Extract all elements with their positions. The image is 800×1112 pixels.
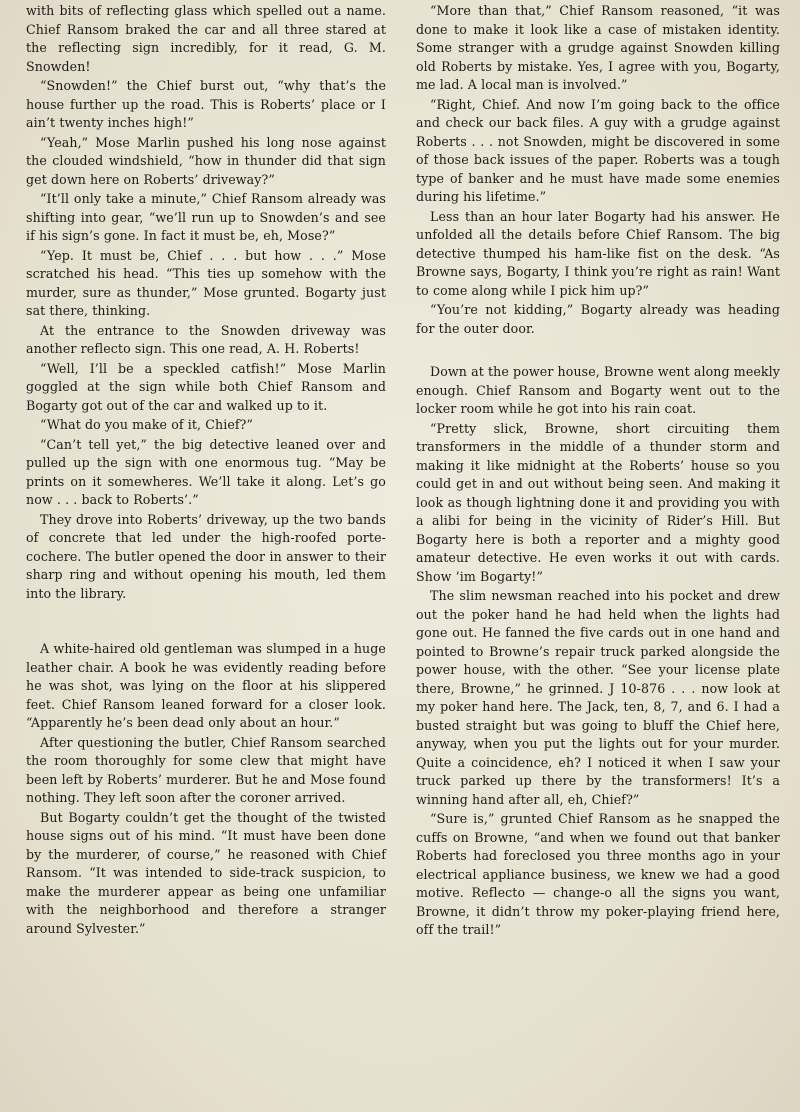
paragraph: “Sure is,” grunted Chief Ransom as he snapped the cuffs on Browne, “and when we found out that banker Roberts had foreclosed you three months ago in your electrical appliance business, we knew we had a good motive. Reflecto — change-o all the signs you want, Browne, it didn’t throw my poker-playing friend here, off the trail!” — [416, 811, 780, 937]
paragraph: Down at the power house, Browne went along meekly enough. Chief Ransom and Bogarty went out to the locker room while he got into his rain coat. — [416, 364, 780, 416]
paragraph: “Right, Chief. And now I’m going back to the office and check our back files. A guy with a grudge against Roberts . . . not Snowden, might be discovered in some of those back issues of the paper. Roberts was a tough type of banker and he must have made some enemies during his lifetime.” — [416, 96, 780, 204]
paragraph: “Can’t tell yet,” the big detective leaned over and pulled up the sign with one enormous tug. “May be prints on it somewheres. We’ll take it along. Let’s go now . . . back to Roberts’.” — [26, 436, 386, 507]
paragraph: “It’ll only take a minute,” Chief Ransom already was shifting into gear, “we’ll run up to Snowden’s and see if his sign’s gone. In fact it must be, eh, Mose?” — [26, 191, 386, 243]
section-break — [26, 604, 386, 640]
left-column — [26, 2, 386, 939]
paragraph: They drove into Roberts’ driveway, up the two bands of concrete that led under the high-roofed porte-cochere. The butler opened the door in answer to their sharp ring and without opening his mouth, led them into the library. — [26, 511, 386, 601]
paragraph: “What do you make of it, Chief?” — [40, 417, 254, 432]
paragraph: The slim newsman reached into his pocket and drew out the poker hand he had held when the lights had gone out. He fanned the five cards out in one hand and pointed to Browne’s repair truck parked alongside the power house, with the other. “See your license plate there, Browne,” he grinned. J 10-876 . . . now look at my poker hand here. The Jack, ten, 8, 7, and 6. I had a busted straight but was going to bluff the Chief here, anyway, when you put the lights out for your murder. Quite a coincidence, eh? I noticed it when I saw your truck parked up there by the transformers! It’s a winning hand after all, eh, Chief?” — [416, 588, 780, 807]
paragraph: At the entrance to the Snowden driveway was another reflecto sign. This one read, A. H. Roberts! — [26, 322, 386, 356]
paragraph: A white-haired old gentleman was slumped in a huge leather chair. A book he was evidently reading before he was shot, was lying on the floor at his slippered feet. Chief Ransom leaned forward for a closer look. “Apparently he’s been dead only about an hour.” — [26, 641, 386, 730]
paragraph: Less than an hour later Bogarty had his answer. He unfolded all the details before Chief Ransom. The big detective thumped his ham-like fist on the desk. “As Browne says, Bogarty, I think you’re right as rain! Want to come along while I pick him up?” — [416, 208, 780, 298]
paragraph: “Yeah,” Mose Marlin pushed his long nose against the clouded windshield, “how in thunder did that sign get down here on Roberts’ driveway?” — [26, 134, 386, 187]
paragraph: “Yep. It must be, Chief . . . but how . . .” Mose scratched his head. “This ties up somehow with the murder, sure as thunder,” Mose grunted. Bogarty just sat there, thinking. — [26, 247, 386, 318]
paragraph: “Pretty slick, Browne, short circuiting them transformers in the middle of a thunder storm and making it like midnight at the Roberts’ house so you could get in and out without being seen. And making it look as though lightning done it and providing you with a alibi for being in the vicinity of Rider’s Hill. But Bogarty here is both a reporter and a mighty good amateur detective. He even works it out with cards. Show ’im Bogarty!” — [416, 420, 780, 584]
right-column — [416, 2, 780, 941]
paragraph: After questioning the butler, Chief Ransom searched the room thoroughly for some clew that might have been left by Roberts’ murderer. But he and Mose found nothing. They left soon after the coroner arrived. — [26, 734, 386, 805]
paragraph: But Bogarty couldn’t get the thought of the twisted house signs out of his mind. “It must have been done by the murderer, of course,” he reasoned with Chief Ransom. “It was intended to side-track suspicion, to make the murderer appear as being one unfamiliar with the neighborhood and therefore a stranger around Sylvester.” — [26, 809, 386, 936]
paragraph: “Well, I’ll be a speckled catfish!” Mose Marlin goggled at the sign while both Chief Ransom and Bogarty got out of the car and walked up to it. — [26, 360, 386, 413]
paragraph: “More than that,” Chief Ransom reasoned, “it was done to make it look like a case of mistaken identity. Some stranger with a grudge against Snowden killing old Roberts by mistake. Yes, I agree with you, Bogarty, me lad. A local man is involved.” — [416, 3, 780, 92]
paragraph: “You’re not kidding,” Bogarty already was heading for the outer door. — [416, 302, 780, 336]
paragraph: with bits of reflecting glass which spelled out a name. Chief Ransom braked the car and all three stared at the reflecting sign incredibly, for it read, G. M. Snowden! — [26, 3, 386, 74]
paragraph: “Snowden!” the Chief burst out, “why that’s the house further up the road. This is Roberts’ place or I ain’t twenty inches high!” — [26, 78, 386, 130]
section-break — [416, 339, 780, 363]
